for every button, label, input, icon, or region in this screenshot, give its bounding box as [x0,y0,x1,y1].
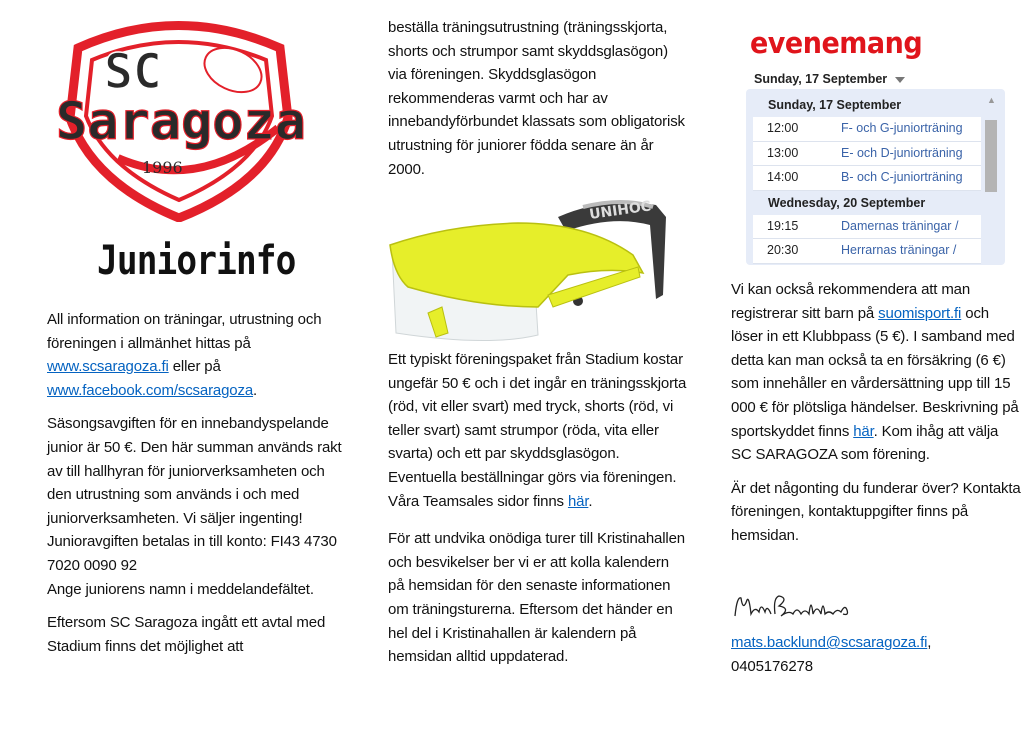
selected-date: Sunday, 17 September [754,72,888,86]
sc-saragoza-logo [48,8,310,222]
insurance-text: och löser in ett Klubbpass (5 €). I samband med detta kan man också ta en försäkring (6 €) som innehåller en vårdersättning upp till 15 000 € för plötsliga händelser. Beskrivning på sportskyddet finns [731,304,1019,440]
event-time: 20:30 [767,243,799,257]
registration-text: Vi kan också rekommendera att man registrerar sitt barn på [731,281,971,322]
intro-paragraph [47,308,347,402]
calendar-widget [746,89,1005,265]
event-row[interactable] [753,117,981,142]
logo-sc: SC [104,44,162,100]
day-header: Wednesday, 20 September [768,195,926,210]
email-comma: , [927,634,932,651]
date-selector[interactable] [754,72,905,86]
equipment-paragraph: beställa träningsutrustning (träningsskjorta, shorts och strumpor samt skyddsglasögon) via föreningen. Skyddsglasögon rekommenderas varmt och har av innebandyförbundet klassats som obligatorisk utrustning för juniorer födda senare än år 2000. [388,19,685,178]
package-text: Ett typiskt föreningspaket från Stadium kostar ungefär 50 € och i det ingår en träningsskjorta (röd, vit eller svart) med tryck, shorts (röd, vi teller svart) samt strumpor (röda, vita eller svarta) och ett par skyddsglasögon. Eventuella beställningar görs via föreningen. Våra Teamsales sidor finns [388,351,687,510]
event-name[interactable]: E- och D-juniorträning [841,145,963,160]
contact-info [731,631,1021,678]
logo-saragoza: Saragoza [56,92,306,152]
package-end: . [588,492,593,510]
intro-text: All information on träningar, utrustning och föreningen i allmänhet hittas på [47,311,322,352]
stadium-paragraph: Eftersom SC Saragoza ingått ett avtal med Stadium finns det möjlighet att [47,614,326,655]
sportskydd-link[interactable]: här [853,422,874,440]
event-row[interactable] [753,166,981,191]
safety-glasses-image [388,195,678,343]
event-list [753,93,981,264]
teamsales-link[interactable]: här [567,492,589,510]
registration-end: . Kom ihåg att välja SC SARAGOZA som förening. [731,422,999,464]
day-header: Sunday, 17 September [768,98,902,112]
phone-number: 0405176278 [731,657,813,675]
event-time: 12:00 [767,121,799,135]
event-name[interactable]: B- och C-juniorträning [841,170,963,184]
event-row[interactable] [753,239,981,264]
scrollbar-thumb[interactable] [985,120,997,192]
glasses-brand: UNIHOC [588,198,653,223]
event-time: 13:00 [767,145,799,160]
website-link[interactable]: www.scsaragoza.fi [47,358,169,376]
event-time: 14:00 [767,170,799,184]
email-link[interactable]: mats.backlund@scsaragoza.fi [731,634,928,651]
page-title: Juniorinfo [97,238,296,284]
calendar-paragraph: För att undvika onödiga turer till Kristinahallen och besvikelser ber vi er att kolla kalendern på hemsidan för den senaste informationen om träningsturerna. Eftersom det händer en hel del i Kristinahallen är kalendern på hemsidan alltid uppdaterad. [388,530,685,666]
event-time: 19:15 [767,218,799,233]
column-3 [731,278,1021,558]
fee-paragraph [47,412,347,601]
suomisport-link[interactable]: suomisport.fi [878,304,962,322]
event-name[interactable]: Damernas träningar / [841,218,959,233]
intro-mid-text: eller på [168,358,221,376]
event-row[interactable] [753,142,981,167]
contact-paragraph: Är det någonting du funderar över? Kontakta föreningen, kontaktuppgifter finns på hemsidan. [731,479,1021,544]
facebook-link[interactable]: www.facebook.com/scsaragoza [47,381,254,399]
column-1 [47,308,347,668]
intro-end: . [253,381,258,399]
chevron-down-icon[interactable] [895,77,905,83]
signature [731,588,861,624]
fee-note: Ange juniorens namn i meddelandefältet. [47,580,314,598]
registration-paragraph [731,278,1021,467]
fee-text: Säsongsavgiften för en innebandyspelande junior är 50 €. Den här summan används rakt av till hallhyran för juniorverksamheten och den utrustning som används i och med juniorverksamheten. Vi säljer ingenting! Junioravgiften betalas in till konto: FI43 4730 7020 0090 92 [47,415,342,574]
event-name[interactable]: Herrarnas träningar / [841,243,957,257]
events-title: evenemang [750,26,923,61]
event-name[interactable]: F- och G-juniorträning [841,121,963,135]
scroll-up-icon[interactable]: ▲ [987,95,996,105]
package-paragraph [388,348,688,513]
logo-year: 1996 [142,158,183,177]
calendar-scrollbar[interactable] [984,93,998,265]
event-row[interactable] [753,215,981,240]
